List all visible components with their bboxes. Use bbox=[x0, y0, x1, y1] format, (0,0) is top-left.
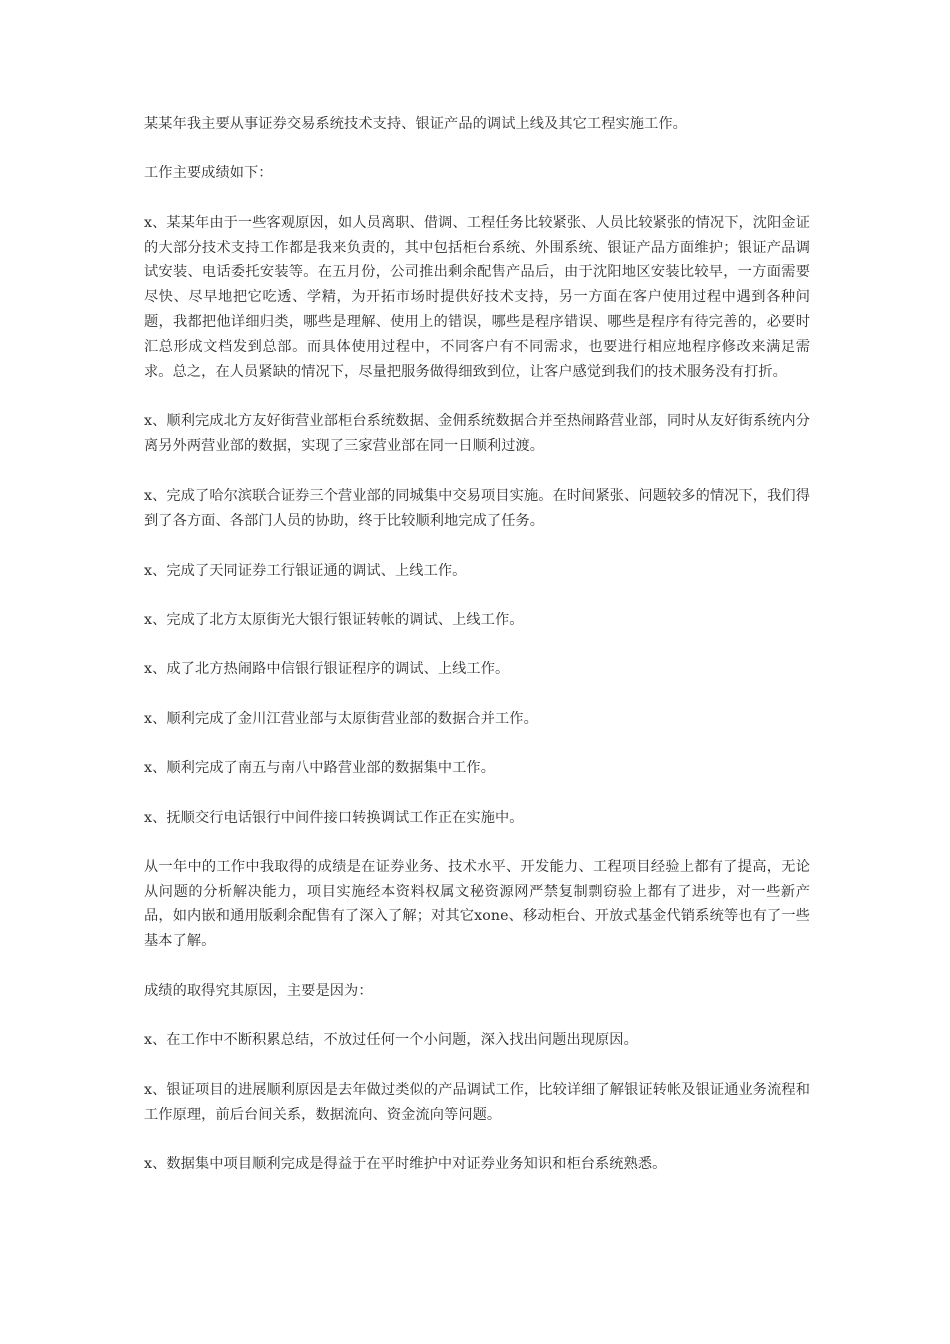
paragraph-item-everbright: x、完成了北方太原街光大银行银证转帐的调试、上线工作。 bbox=[144, 611, 524, 628]
paragraph-intro: 某某年我主要从事证券交易系统技术支持、银证产品的调试上线及其它工程实施工作。 bbox=[144, 116, 687, 132]
paragraph-item-nanwu: x、顺利完成了南五与南八中路营业部的数据集中工作。 bbox=[144, 760, 496, 777]
paragraph-achievements-heading: 工作主要成绩如下： bbox=[144, 165, 273, 182]
paragraph-reason-data-centralization: x、数据集中项目顺利完成是得益于在平时维护中对证券业务知识和柜台系统熟悉。 bbox=[144, 1156, 667, 1173]
paragraph-reason-bank-securities: x、银证项目的进展顺利原因是去年做过类似的产品调试工作，比较详细了解银证转帐及银证通业务流程和工作原理，前后台间关系，数据流向、资金流向等问题。 bbox=[144, 1081, 810, 1123]
paragraph-item-tech-support: x、某某年由于一些客观原因，如人员离职、借调、工程任务比较紧张、人员比较紧张的情况下，沈阳金证的大部分技术支持工作都是我来负责的，其中包括柜台系统、外围系统、银证产品方面维护；银证产品调试安装、电话委托安装等。在五月份，公司推出剩余配售产品后，由于沈阳地区安装比较早，一方面需要尽快、尽早地把它吃透、学精，为开拓市场时提供好技术支持，另一方面在客户使用过程中遇到各种问题，我都把他详细归类，哪些是理解、使用上的错误，哪些是程序错误、哪些是程序有待完善的，必要时汇总形成文档发到总部。而具体使用过程中，不同客户有不同需求，也要进行相应地程序修改来满足需求。总之，在人员紧缺的情况下，尽量把服务做得细致到位，让客户感觉到我们的技术服务没有打折。 bbox=[144, 214, 810, 380]
paragraph-item-harbin-project: x、完成了哈尔滨联合证券三个营业部的同城集中交易项目实施。在时间紧张、问题较多的情况下，我们得到了各方面、各部门人员的协助，终于比较顺利地完成了任务。 bbox=[144, 487, 810, 529]
paragraph-reasons-heading: 成绩的取得究其原因，主要是因为： bbox=[144, 983, 373, 1000]
paragraph-summary: 从一年中的工作中我取得的成绩是在证券业务、技术水平、开发能力、工程项目经验上都有了提高，无论从问题的分析解决能力，项目实施经本资料权属文秘资源网严禁复制剽窃验上都有了进步，对一些新产品，如内嵌和通用版剩余配售有了深入了解；对其它xone、移动柜台、开放式基金代销系统等也有了一些基本了解。 bbox=[144, 858, 810, 950]
paragraph-item-tiantong: x、完成了天同证券工行银证通的调试、上线工作。 bbox=[144, 562, 467, 579]
document-body bbox=[144, 112, 810, 1202]
paragraph-item-data-merge: x、顺利完成北方友好街营业部柜台系统数据、金佣系统数据合并至热闹路营业部，同时从友好街系统内分离另外两营业部的数据，实现了三家营业部在同一日顺利过渡。 bbox=[144, 413, 810, 455]
paragraph-item-fushun: x、抚顺交行电话银行中间件接口转换调试工作正在实施中。 bbox=[144, 809, 524, 826]
paragraph-item-citic: x、成了北方热闹路中信银行银证程序的调试、上线工作。 bbox=[144, 661, 510, 678]
paragraph-item-jinchuanjiang: x、顺利完成了金川江营业部与太原街营业部的数据合并工作。 bbox=[144, 710, 538, 727]
paragraph-reason-accumulate: x、在工作中不断积累总结，不放过任何一个小问题，深入找出问题出现原因。 bbox=[144, 1032, 638, 1049]
